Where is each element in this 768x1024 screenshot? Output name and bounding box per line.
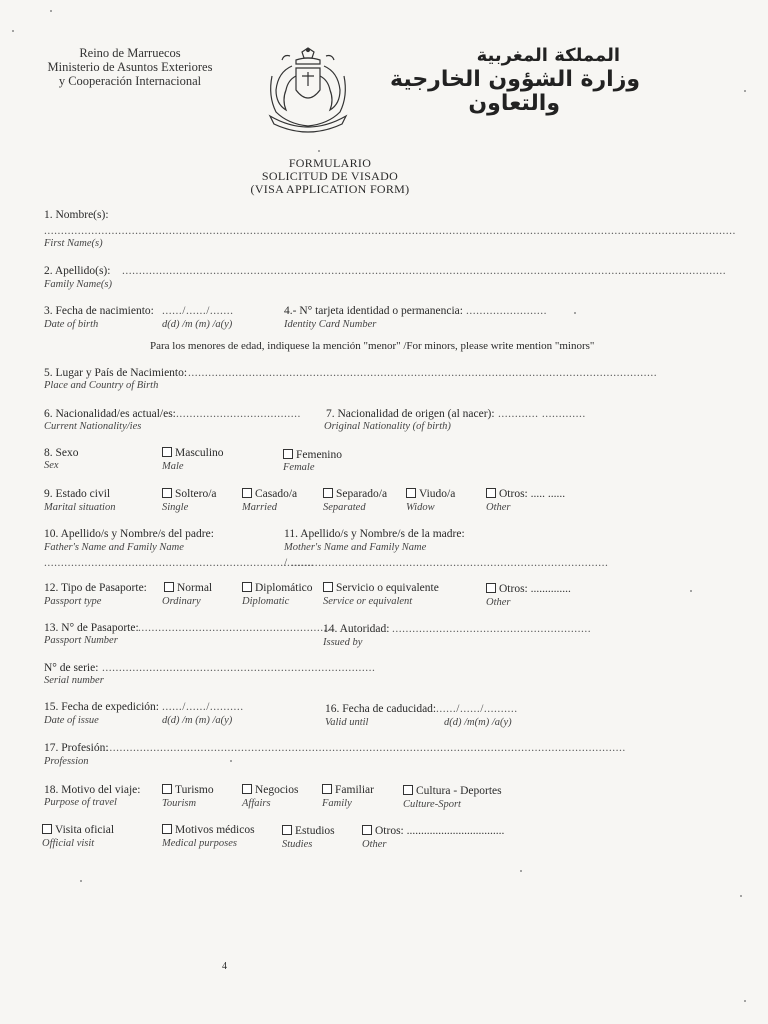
serial-label: N° de serie:	[44, 662, 99, 674]
field-16-format: d(d) /m(m) /a(y)	[444, 717, 512, 728]
scan-speck	[50, 10, 52, 12]
passport-ordinary-label-en: Ordinary	[162, 596, 201, 607]
passport-other-option[interactable]	[486, 583, 571, 596]
checkbox-icon[interactable]	[486, 488, 496, 498]
field-3-format: d(d) /m (m) /a(y)	[162, 319, 233, 330]
option-label: Soltero/a	[175, 488, 217, 500]
sex-male-option[interactable]	[162, 447, 224, 460]
option-label: Otros: ..............	[499, 583, 571, 595]
option-label: Motivos médicos	[175, 824, 255, 836]
option-label: Otros: ..... ......	[499, 488, 566, 500]
field-4-input[interactable]: ........................	[466, 305, 547, 317]
sex-male-label-en: Male	[162, 461, 184, 472]
field-12-label: 12. Tipo de Pasaporte:	[44, 582, 147, 594]
scan-speck	[744, 90, 746, 92]
purpose-medical-option[interactable]	[162, 824, 255, 837]
field-15-label-en: Date of issue	[44, 715, 99, 726]
marital-other-label-en: Other	[486, 502, 511, 513]
page-number: 4	[222, 961, 227, 972]
scan-speck	[520, 870, 522, 872]
field-14-label-en: Issued by	[323, 637, 363, 648]
field-1-input[interactable]: .............................................................................................................................................................................................................	[44, 225, 736, 237]
option-label: Cultura - Deportes	[416, 785, 502, 797]
checkbox-icon[interactable]	[242, 784, 252, 794]
checkbox-icon[interactable]	[162, 488, 172, 498]
purpose-other-option[interactable]	[362, 825, 504, 838]
marital-married-option[interactable]	[242, 488, 297, 501]
passport-diplomatic-option[interactable]	[242, 582, 313, 595]
field-2-input[interactable]: ...................................................................................................................................................................................	[122, 265, 727, 277]
field-15-input[interactable]: ....../....../..........	[162, 701, 244, 713]
purpose-business-option[interactable]	[242, 784, 298, 797]
field-5-input[interactable]: ...........................................................................................................................................	[188, 367, 658, 379]
option-label: Familiar	[335, 784, 374, 796]
field-17-label: 17. Profesión:	[44, 742, 109, 754]
checkbox-icon[interactable]	[406, 488, 416, 498]
purpose-studies-label-en: Studies	[282, 839, 313, 850]
option-label: Visita oficial	[55, 824, 115, 836]
minors-note: Para los menores de edad, indiquese la mención "menor" /For minors, please write mention "minors"	[150, 340, 595, 352]
option-label: Masculino	[175, 447, 224, 459]
field-14-input[interactable]: ...........................................................	[392, 623, 592, 635]
purpose-studies-option[interactable]	[282, 825, 335, 838]
serial-input[interactable]: .................................................................................	[102, 662, 376, 674]
field-17-input[interactable]: ..........................................................................................................................................................	[106, 742, 626, 754]
marital-widow-label-en: Widow	[406, 502, 435, 513]
field-18-label: 18. Motivo del viaje:	[44, 784, 141, 796]
option-label: Negocios	[255, 784, 299, 796]
coat-of-arms-icon	[262, 46, 354, 134]
purpose-tourism-option[interactable]	[162, 784, 214, 797]
purpose-official-visit-label-en: Official visit	[42, 838, 95, 849]
field-9-label: 9. Estado civil	[44, 488, 111, 500]
header-spanish-line2: Ministerio de Asuntos Exteriores	[47, 60, 213, 74]
checkbox-icon[interactable]	[322, 784, 332, 794]
option-label: Casado/a	[255, 488, 298, 500]
title-line2: SOLICITUD DE VISADO	[261, 169, 399, 183]
header-spanish-line1: Reino de Marruecos	[79, 46, 181, 60]
purpose-official-visit-option[interactable]	[42, 824, 114, 837]
checkbox-icon[interactable]	[162, 824, 172, 834]
passport-ordinary-option[interactable]	[164, 582, 212, 595]
field-3-label-en: Date of birth	[44, 319, 99, 330]
field-12-label-en: Passport type	[44, 596, 102, 607]
field-11-label: 11. Apellido/s y Nombre/s de la madre:	[284, 528, 465, 540]
field-1-label: 1. Nombre(s):	[44, 209, 109, 221]
marital-widow-option[interactable]	[406, 488, 455, 501]
field-7-label: 7. Nacionalidad de origen (al nacer):	[326, 408, 495, 420]
scan-speck	[690, 590, 692, 592]
option-label: Viudo/a	[419, 488, 456, 500]
passport-service-option[interactable]	[323, 582, 439, 595]
marital-married-label-en: Married	[242, 502, 277, 513]
field-15-format: d(d) /m (m) /a(y)	[162, 715, 233, 726]
purpose-other-label-en: Other	[362, 839, 387, 850]
purpose-culture-sport-label-en: Culture-Sport	[403, 799, 461, 810]
field-6-input[interactable]: .....................................	[176, 408, 301, 420]
header-arabic-line3: والتعاون	[468, 91, 560, 116]
sex-female-label-en: Female	[283, 462, 315, 473]
field-2-label-en: Family Name(s)	[44, 279, 112, 290]
scan-speck	[740, 895, 742, 897]
marital-separated-option[interactable]	[323, 488, 387, 501]
header-arabic-line2: وزارة الشؤون الخارجية	[390, 67, 641, 92]
field-8-label-en: Sex	[44, 460, 59, 471]
scan-speck	[318, 150, 320, 152]
field-13-input[interactable]: .........................................................	[138, 622, 331, 634]
marital-single-option[interactable]	[162, 488, 217, 501]
field-6-label: 6. Nacionalidad/es actual/es:	[44, 408, 176, 420]
scan-speck	[230, 760, 232, 762]
option-label: Otros: ..................................	[375, 825, 505, 837]
header-spanish-line3: y Cooperación Internacional	[58, 74, 202, 88]
field-5-label: 5. Lugar y País de Nacimiento:	[44, 367, 188, 379]
purpose-business-label-en: Affairs	[242, 798, 271, 809]
checkbox-icon[interactable]	[164, 582, 174, 592]
field-13-label-en: Passport Number	[44, 635, 118, 646]
passport-other-label-en: Other	[486, 597, 511, 608]
purpose-family-label-en: Family	[322, 798, 352, 809]
sex-female-option[interactable]	[283, 449, 342, 462]
field-10-input[interactable]: ................................................................................	[44, 557, 314, 569]
serial-label-en: Serial number	[44, 675, 104, 686]
field-11-input[interactable]: / ..............................................................................................	[284, 557, 609, 569]
passport-diplomatic-label-en: Diplomatic	[242, 596, 290, 607]
checkbox-icon[interactable]	[282, 825, 292, 835]
checkbox-icon[interactable]	[403, 785, 413, 795]
checkbox-icon[interactable]	[486, 583, 496, 593]
field-16-label: 16. Fecha de caducidad:	[325, 703, 437, 715]
field-8-label: 8. Sexo	[44, 447, 79, 459]
field-5-label-en: Place and Country of Birth	[44, 380, 159, 391]
purpose-family-option[interactable]	[322, 784, 374, 797]
checkbox-icon[interactable]	[242, 488, 252, 498]
field-14-label: 14. Autoridad:	[323, 623, 390, 635]
field-10-label: 10. Apellido/s y Nombre/s del padre:	[44, 528, 214, 540]
field-15-label: 15. Fecha de expedición:	[44, 701, 159, 713]
option-label: Estudios	[295, 825, 335, 837]
checkbox-icon[interactable]	[162, 447, 172, 457]
field-6-label-en: Current Nationality/ies	[44, 421, 142, 432]
checkbox-icon[interactable]	[323, 488, 333, 498]
option-label: Turismo	[175, 784, 214, 796]
field-7-input[interactable]: ............ .............	[498, 408, 586, 420]
title-line1: FORMULARIO	[288, 156, 372, 170]
title-line3: (VISA APPLICATION FORM)	[250, 182, 410, 196]
purpose-tourism-label-en: Tourism	[162, 798, 197, 809]
field-4-label: 4.- N° tarjeta identidad o permanencia:	[284, 305, 463, 317]
field-7-label-en: Original Nationality (of birth)	[324, 421, 451, 432]
field-3-label: 3. Fecha de nacimiento:	[44, 305, 154, 317]
scan-speck	[744, 1000, 746, 1002]
checkbox-icon[interactable]	[362, 825, 372, 835]
purpose-culture-sport-option[interactable]	[403, 785, 502, 798]
marital-other-option[interactable]	[486, 488, 565, 501]
field-17-label-en: Profession	[44, 756, 89, 767]
checkbox-icon[interactable]	[242, 582, 252, 592]
ministry-spanish-header	[40, 46, 220, 88]
checkbox-icon[interactable]	[162, 784, 172, 794]
scan-speck	[12, 30, 14, 32]
field-16-input[interactable]: ....../....../..........	[436, 703, 518, 715]
ministry-arabic-header	[390, 44, 641, 116]
field-2-label: 2. Apellido(s):	[44, 265, 111, 277]
checkbox-icon[interactable]	[323, 582, 333, 592]
option-label: Separado/a	[336, 488, 388, 500]
field-1-label-en: First Name(s)	[44, 238, 103, 249]
scan-speck	[574, 312, 576, 314]
field-10-label-en: Father's Name and Family Name	[44, 542, 184, 553]
option-label: Diplomático	[255, 582, 313, 594]
passport-service-label-en: Service or equivalent	[323, 596, 413, 607]
option-label: Femenino	[296, 449, 342, 461]
marital-separated-label-en: Separated	[323, 502, 366, 513]
checkbox-icon[interactable]	[283, 449, 293, 459]
field-4-label-en: Identity Card Number	[284, 319, 377, 330]
header-arabic-line1: المملكة المغربية	[476, 45, 620, 66]
field-16-label-en: Valid until	[325, 717, 369, 728]
checkbox-icon[interactable]	[42, 824, 52, 834]
option-label: Normal	[177, 582, 213, 594]
field-18-label-en: Purpose of travel	[44, 797, 117, 808]
field-11-label-en: Mother's Name and Family Name	[284, 542, 427, 553]
field-13-label: 13. N° de Pasaporte:	[44, 622, 139, 634]
scan-speck	[80, 880, 82, 882]
field-3-input[interactable]: ....../....../.......	[162, 305, 234, 317]
form-title	[230, 157, 430, 196]
field-9-label-en: Marital situation	[44, 502, 116, 513]
purpose-medical-label-en: Medical purposes	[162, 838, 237, 849]
marital-single-label-en: Single	[162, 502, 189, 513]
option-label: Servicio o equivalente	[336, 582, 439, 594]
